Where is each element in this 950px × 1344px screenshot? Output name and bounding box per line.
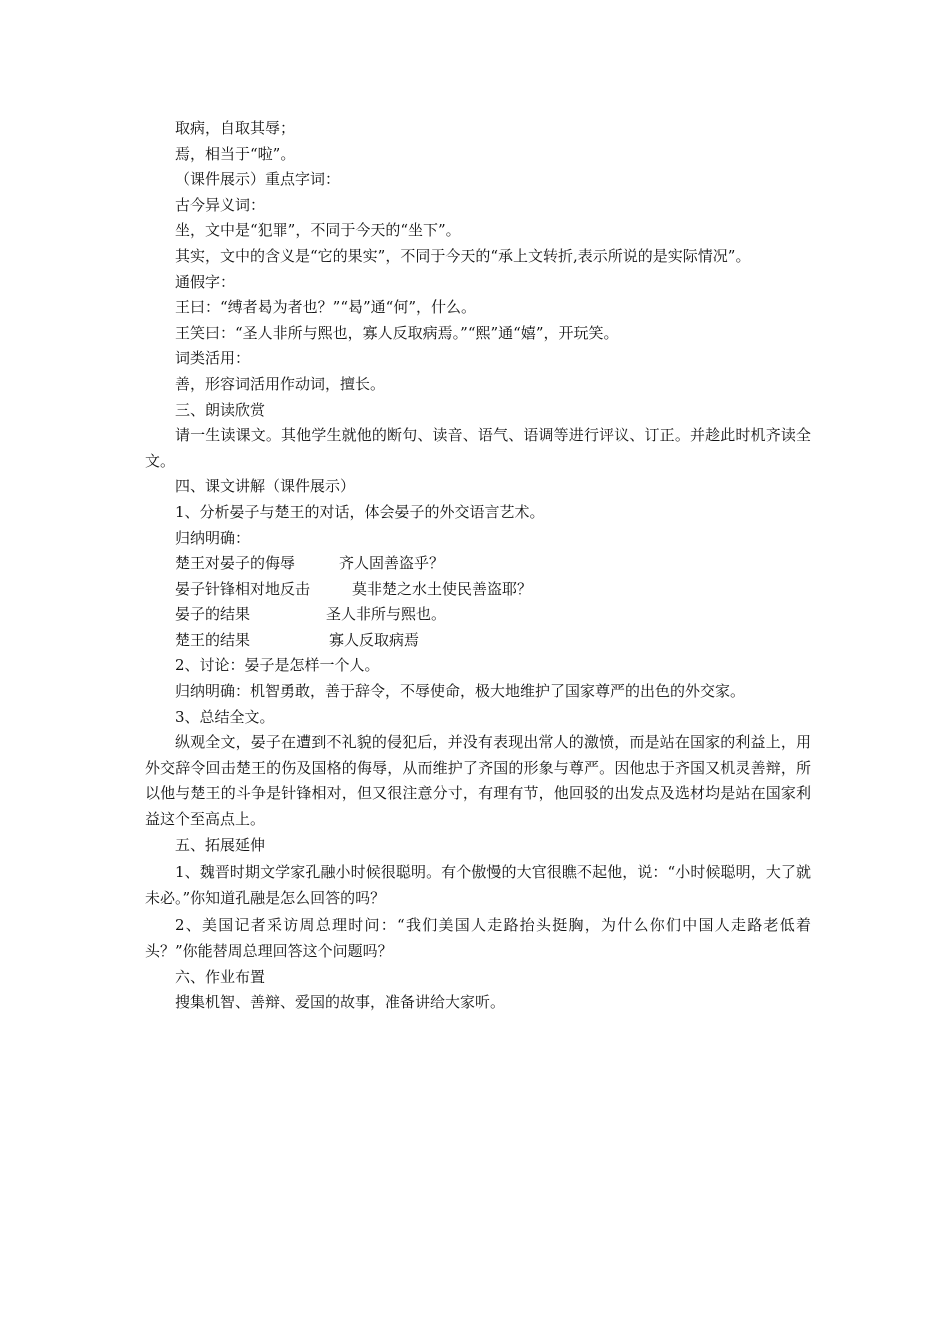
paragraph: 搜集机智、善辩、爱国的故事，准备讲给大家听。 (175, 993, 506, 1012)
pair-left: 楚王对晏子的侮辱 (175, 554, 296, 573)
dialogue-pair (145, 577, 811, 603)
pair-right: 莫非楚之水土使民善盗耶？ (352, 579, 533, 598)
paragraph: 纵观全文，晏子在遭到不礼貌的侵犯后，并没有表现出常人的激愤，而是站在国家的利益上，用外交辞令回击楚王的伤及国格的侮辱，从而维护了齐国的形象与尊严。因他忠于齐国又机灵善辩，所以他与楚王的斗争是针锋相对，但又很注意分寸，有理有节，他回驳的出发点及选材均是站在国家利益这个至高点上。 (145, 733, 811, 829)
paragraph: 2、讨论：晏子是怎样一个人。 (175, 656, 380, 675)
paragraph: 坐，文中是“犯罪”，不同于今天的“坐下”。 (175, 221, 461, 240)
pair-left: 晏子的结果 (175, 605, 251, 624)
pair-left: 楚王的结果 (175, 630, 251, 649)
section-heading: 六、作业布置 (175, 967, 266, 986)
pair-right: 圣人非所与熙也。 (326, 605, 447, 624)
pair-right: 寡人反取病焉 (329, 630, 420, 649)
paragraph: 2、美国记者采访周总理时问：“我们美国人走路抬头挺胸，为什么你们中国人走路老低着头？”你能替周总理回答这个问题吗？ (145, 916, 811, 960)
pair-right: 齐人固善盗乎？ (339, 554, 445, 573)
paragraph: 通假字： (175, 272, 236, 291)
paragraph: 词类活用： (175, 349, 251, 368)
section-heading: 五、拓展延伸 (175, 835, 266, 854)
paragraph: 归纳明确： (175, 528, 251, 547)
paragraph: 归纳明确：机智勇敢，善于辞令，不辱使命，极大地维护了国家尊严的出色的外交家。 (175, 682, 746, 701)
paragraph: 焉，相当于“啦”。 (175, 144, 296, 163)
dialogue-pair (145, 602, 811, 628)
paragraph: 3、总结全文。 (175, 707, 275, 726)
pair-left: 晏子针锋相对地反击 (175, 579, 311, 598)
paragraph: 其实，文中的含义是“它的果实”，不同于今天的“承上文转折,表示所说的是实际情况”。 (175, 246, 751, 265)
paragraph: 1、魏晋时期文学家孔融小时候很聪明。有个傲慢的大官很瞧不起他，说：“小时候聪明，大了就未必。”你知道孔融是怎么回答的吗？ (145, 863, 811, 907)
paragraph: 王曰：“缚者曷为者也？”“曷”通“何”，什么。 (175, 298, 477, 317)
section-heading: 三、朗读欣赏 (175, 400, 266, 419)
paragraph: 1、分析晏子与楚王的对话，体会晏子的外交语言艺术。 (175, 502, 545, 521)
paragraph: 请一生读课文。其他学生就他的断句、读音、语气、语调等进行评议、订正。并趁此时机齐读全文。 (145, 426, 811, 470)
paragraph: 善，形容词活用作动词，擅长。 (175, 374, 386, 393)
paragraph: （课件展示）重点字词： (175, 170, 341, 189)
paragraph: 王笑曰：“圣人非所与熙也，寡人反取病焉。”“熙”通“嬉”，开玩笑。 (175, 323, 619, 342)
paragraph: 古今异义词： (175, 195, 266, 214)
document-page (145, 116, 811, 1016)
paragraph: 取病，自取其辱； (175, 119, 296, 137)
dialogue-pair (145, 551, 811, 577)
dialogue-pair (145, 628, 811, 654)
section-heading: 四、课文讲解（课件展示） (175, 477, 356, 496)
